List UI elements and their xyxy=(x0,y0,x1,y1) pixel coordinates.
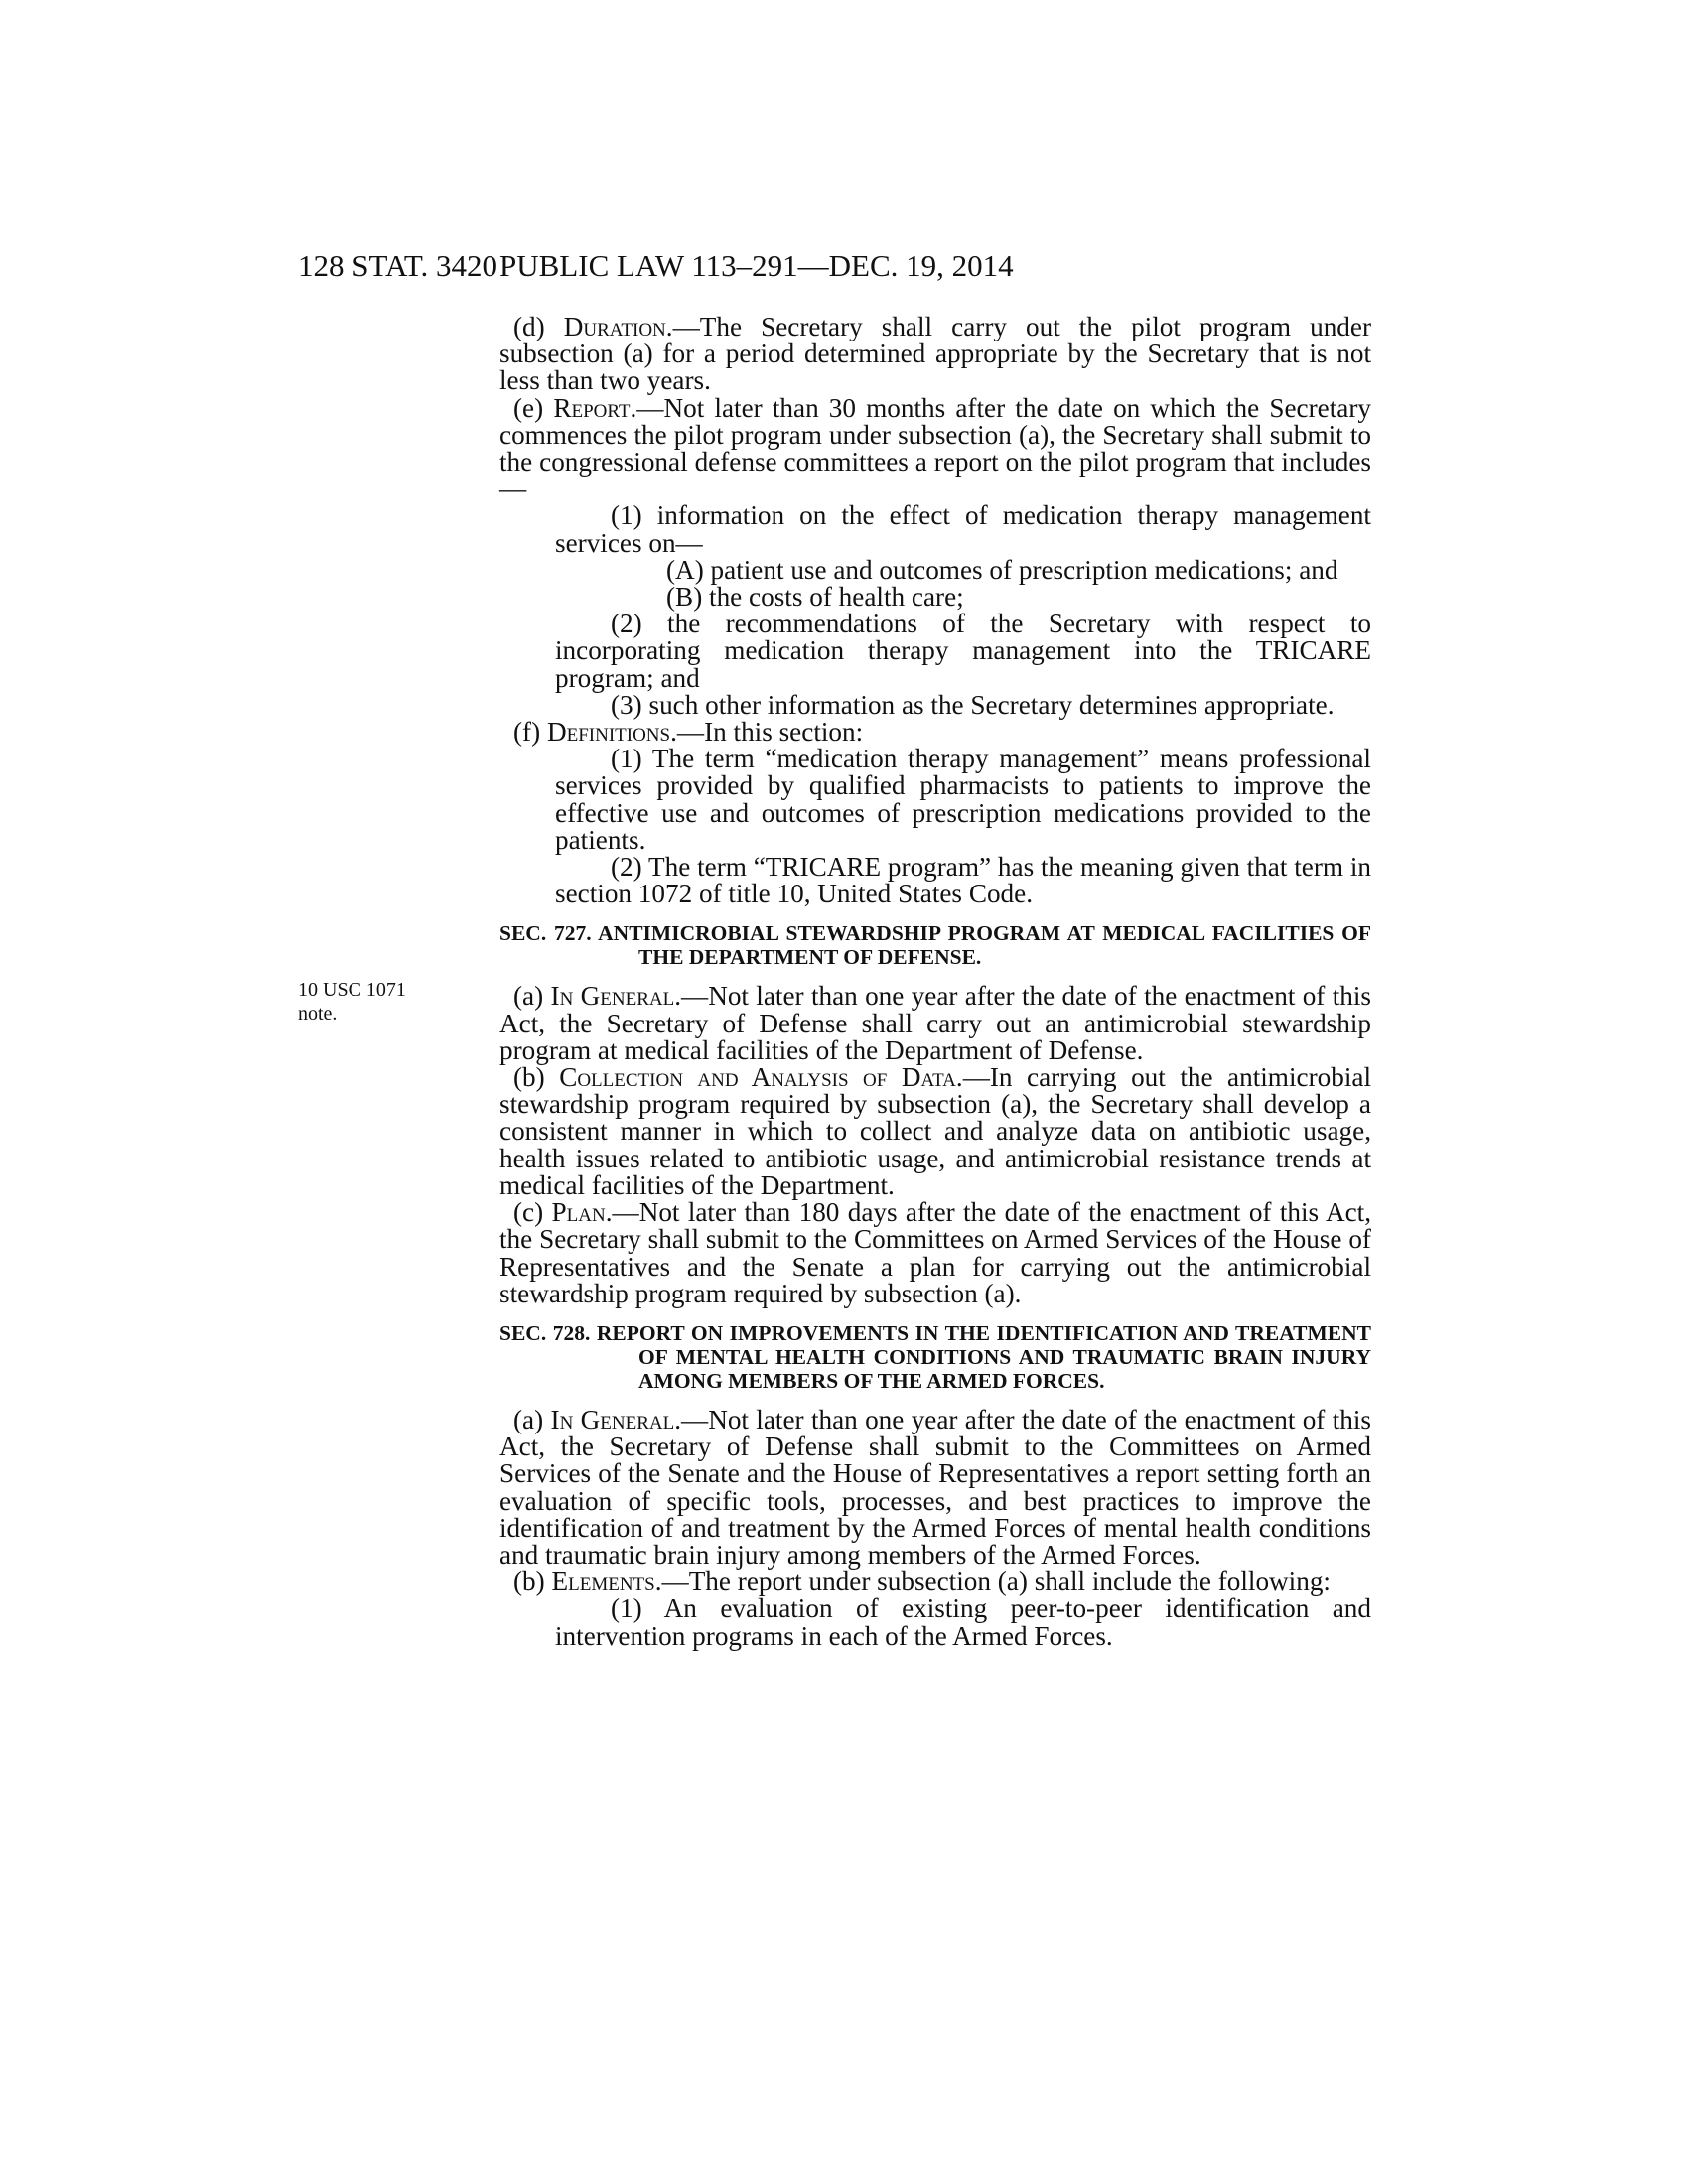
subparagraph-e1A: (A) patient use and outcomes of prescription medications; and xyxy=(666,554,1338,585)
page-header xyxy=(298,248,1370,288)
section-727-subsection-b: (b) Collection and Analysis of Data.—In carrying out the antimicrobial stewardship program required by subsection (a), the Secretary shall develop a consistent manner in which to collect and analyze data on antibiotic usage, health issues related to antibiotic usage, and antimicrobial resistance trends at medical facilities of the Department. xyxy=(499,1062,1371,1200)
section-727-subsection-c: (c) Plan.—Not later than 180 days after the date of the enactment of this Act, the Secretary shall submit to the Committees on Armed Services of the House of Representatives and the Senate a plan for carrying out the antimicrobial stewardship program required by subsection (a). xyxy=(499,1197,1371,1308)
subsection-e: (e) Report.—Not later than 30 months after the date on which the Secretary commences the pilot program under subsection (a), the Secretary shall submit to the congressional defense committees a report on the pilot program that includes— xyxy=(499,392,1371,504)
subsection-heading: In General xyxy=(550,981,675,1012)
subsection-heading: Report xyxy=(553,392,631,423)
subsection-heading: Duration xyxy=(563,312,666,341)
margin-note-suffix: note. xyxy=(298,1003,338,1024)
subsection-f: (f) Definitions.—In this section: xyxy=(513,717,864,748)
section-728-paragraph-b1: (1) An evaluation of existing peer-to-peer identification and intervention programs in each of the Armed Forces. xyxy=(555,1593,1371,1651)
statute-citation: 128 STAT. 3420 xyxy=(298,248,498,283)
subsection-d: (d) Duration.—The Secretary shall carry out the pilot program under subsection (a) for a period determined appropriate by the Secretary that is not less than two years. xyxy=(499,312,1372,396)
subsection-heading: In General xyxy=(550,1404,675,1434)
subsection-heading: Collection and Analysis of Data xyxy=(559,1062,956,1093)
section-727-subsection-a: (a) In General.—Not later than one year after the date of the enactment of this Act, the Secretary of Defense shall carry out an antimicrobial stewardship program at medical facilities of the Department of Defense. xyxy=(499,981,1371,1065)
paragraph-f1: (1) The term “medication therapy management” means professional services provided by qualified pharmacists to patients to improve the effective use and outcomes of prescription medications provided to the patients. xyxy=(555,744,1371,855)
subsection-heading: Plan xyxy=(551,1197,606,1228)
paragraph-f2: (2) The term “TRICARE program” has the meaning given that term in section 1072 of title 10, United States Code. xyxy=(555,852,1371,909)
paragraph-e1: (1) information on the effect of medication therapy management services on— xyxy=(555,500,1371,558)
section-728-heading: SEC. 728. REPORT ON IMPROVEMENTS IN THE IDENTIFICATION AND TREATMENT OF MENTAL HEALTH CONDITIONS AND TRAUMATIC BRAIN INJURY AMONG MEMBERS OF THE ARMED FORCES. xyxy=(499,1320,1371,1393)
paragraph-e2: (2) the recommendations of the Secretary with respect to incorporating medication therapy management into the TRICARE program; and xyxy=(555,609,1371,693)
subparagraph-e1B: (B) the costs of health care; xyxy=(666,582,964,613)
subsection-heading: Definitions xyxy=(546,717,671,748)
public-law-title: PUBLIC LAW 113–291—DEC. 19, 2014 xyxy=(499,248,1014,283)
subsection-heading: Elements xyxy=(551,1567,655,1597)
document-body xyxy=(499,314,1371,1650)
margin-note xyxy=(298,978,447,1025)
section-728-subsection-b: (b) Elements.—The report under subsection (a) shall include the following: xyxy=(513,1567,1331,1597)
margin-note-citation: 10 USC 1071 xyxy=(298,979,406,1001)
paragraph-e3: (3) such other information as the Secretary determines appropriate. xyxy=(611,689,1335,720)
section-728-subsection-a: (a) In General.—Not later than one year after the date of the enactment of this Act, the Secretary of Defense shall submit to the Committees on Armed Services of the Senate and the House of Representatives a report setting forth an evaluation of specific tools, processes, and best practices to improve the identification of and treatment by the Armed Forces of mental health conditions and traumatic brain injury among members of the Armed Forces. xyxy=(499,1404,1371,1570)
section-727-heading: SEC. 727. ANTIMICROBIAL STEWARDSHIP PROGRAM AT MEDICAL FACILITIES OF THE DEPARTMENT OF DEFENSE. xyxy=(499,921,1371,970)
